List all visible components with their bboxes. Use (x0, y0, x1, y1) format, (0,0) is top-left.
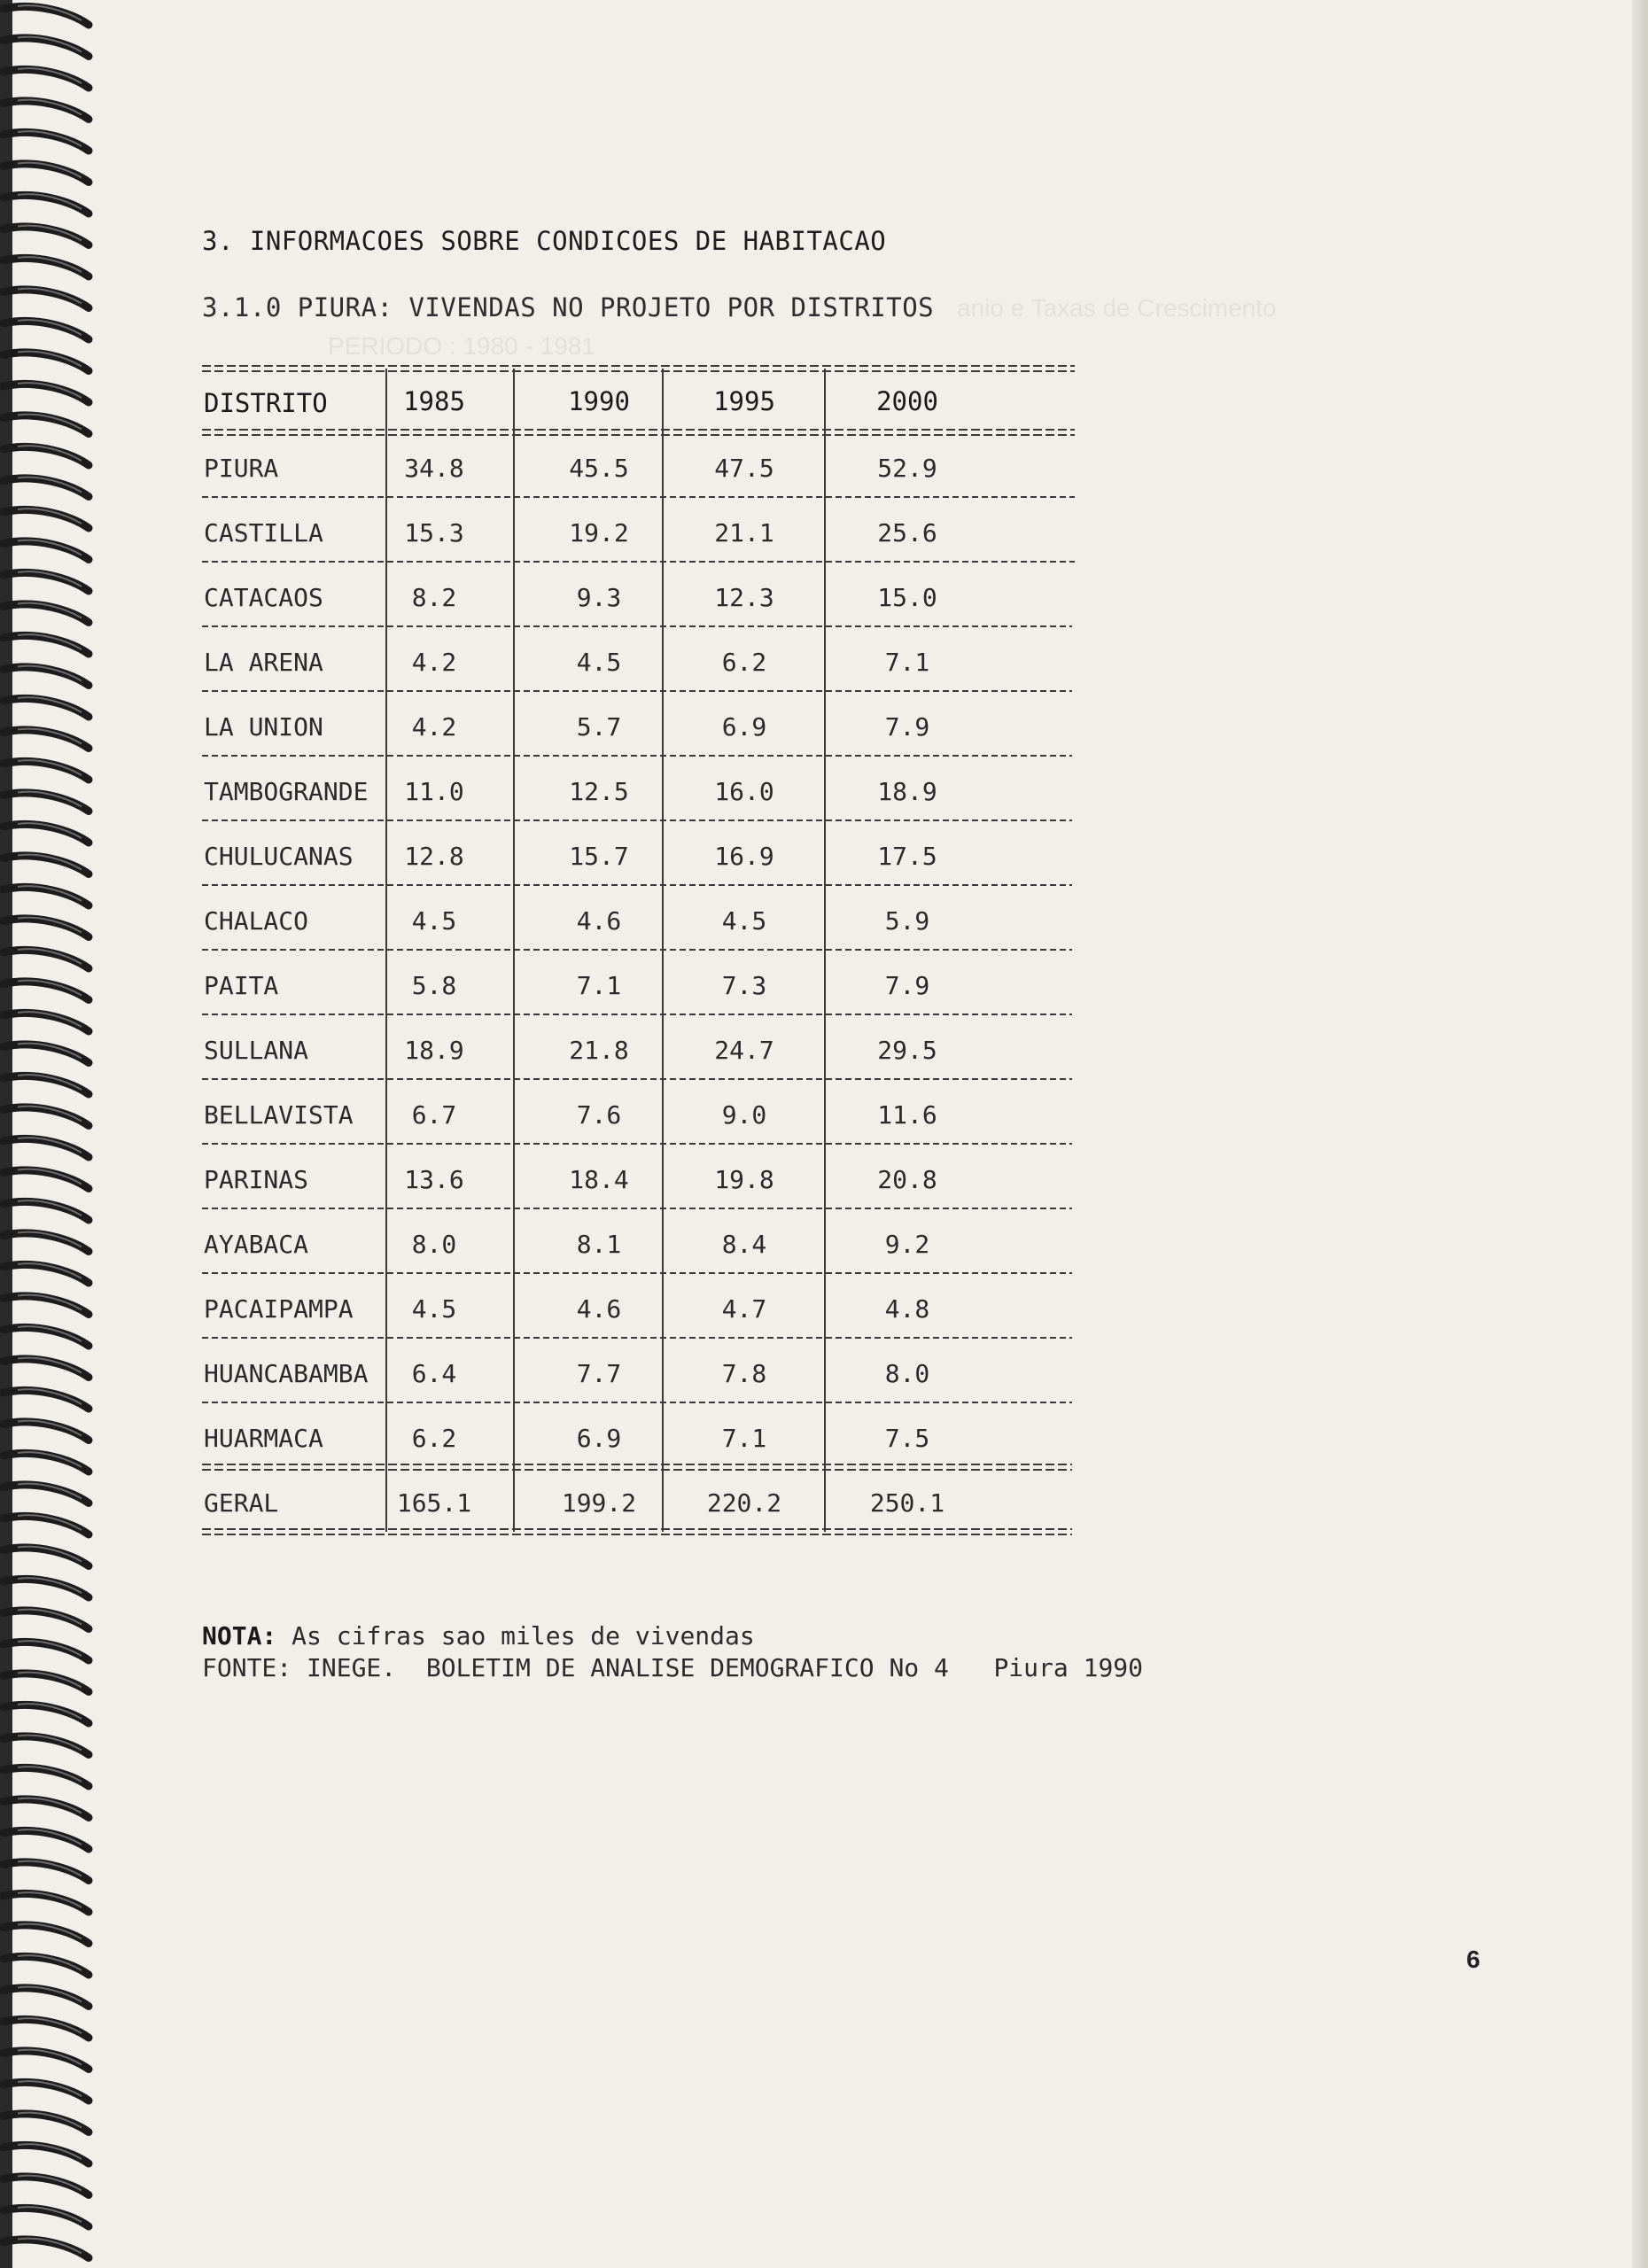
table-cell: 6.2 (721, 648, 767, 677)
spiral-coil (4, 2240, 89, 2258)
district-name: TAMBOGRANDE (204, 777, 369, 806)
spiral-coil (4, 1956, 89, 1975)
table-cell: 5.9 (884, 906, 930, 936)
spiral-coil (4, 1548, 89, 1566)
table-cell: 52.9 (877, 454, 937, 483)
note-text: As cifras sao miles de vivendas (276, 1621, 755, 1651)
spiral-coil (4, 195, 89, 214)
note-label: NOTA: (202, 1621, 277, 1651)
spiral-coil (4, 132, 89, 151)
table-cell: 45.5 (569, 454, 629, 483)
column-header: 1990 (568, 386, 630, 416)
spiral-coil (4, 2145, 89, 2163)
district-name: PACAIPAMPA (204, 1294, 354, 1324)
district-name: PIURA (204, 454, 279, 483)
column-header: 1985 (403, 386, 465, 416)
table-cell: 7.7 (576, 1359, 622, 1388)
spiral-coil (4, 2114, 89, 2132)
table-cell: 15.3 (404, 518, 464, 548)
spiral-coil (4, 698, 89, 717)
table-cell: 15.0 (877, 583, 937, 612)
table-cell: 16.0 (714, 777, 774, 806)
spiral-coil (4, 1359, 89, 1378)
table-cell: 8.0 (411, 1230, 457, 1259)
table-cell: 4.5 (411, 1294, 457, 1324)
spiral-coil (4, 1925, 89, 1944)
spiral-coil (4, 1485, 89, 1503)
spiral-coil (4, 1045, 89, 1063)
district-name: CHULUCANAS (204, 842, 354, 871)
table-cell: 6.9 (721, 712, 767, 742)
spiral-coil (4, 1988, 89, 2007)
table-cell: 20.8 (877, 1165, 937, 1194)
district-name: AYABACA (204, 1230, 309, 1259)
table-cell: 8.0 (884, 1359, 930, 1388)
district-name: PARINAS (204, 1165, 309, 1194)
spiral-coil (4, 541, 89, 560)
district-name: CHALACO (204, 906, 309, 936)
table-cell: 9.3 (576, 583, 622, 612)
spiral-coil (4, 1862, 89, 1881)
total-cell: 199.2 (561, 1488, 637, 1518)
table-cell: 6.4 (411, 1359, 457, 1388)
table-cell: 11.6 (877, 1100, 937, 1130)
table-cell: 4.2 (411, 712, 457, 742)
district-name: LA UNION (204, 712, 323, 742)
spiral-coil (4, 1579, 89, 1597)
spiral-coil (4, 1170, 89, 1189)
table-cell: 12.3 (714, 583, 774, 612)
spiral-coil (4, 321, 89, 339)
spiral-coil (4, 2051, 89, 2070)
district-name: SULLANA (204, 1036, 309, 1065)
spiral-coil (4, 730, 89, 749)
table-cell: 9.0 (721, 1100, 767, 1130)
table-cell: 4.8 (884, 1294, 930, 1324)
spiral-coil (4, 164, 89, 183)
table-cell: 7.3 (721, 971, 767, 1000)
spiral-coil (4, 416, 89, 434)
spiral-coil (4, 856, 89, 874)
spiral-coil (4, 38, 89, 57)
spiral-coil (4, 447, 89, 465)
table-cell: 34.8 (404, 454, 464, 483)
spiral-coil (4, 635, 89, 654)
table-cell: 8.1 (576, 1230, 622, 1259)
table-cell: 6.7 (411, 1100, 457, 1130)
spiral-coil (4, 1830, 89, 1849)
table-cell: 17.5 (877, 842, 937, 871)
spiral-coil (4, 1893, 89, 1912)
table-cell: 5.7 (576, 712, 622, 742)
table-cell: 6.2 (411, 1424, 457, 1453)
table-cell: 18.9 (877, 777, 937, 806)
spiral-coil (4, 1767, 89, 1786)
column-header: DISTRITO (204, 388, 328, 418)
table-cell: 7.9 (884, 971, 930, 1000)
spiral-coil (4, 572, 89, 591)
table-cell: 4.5 (721, 906, 767, 936)
table-cell: 18.4 (569, 1165, 629, 1194)
table-cell: 4.2 (411, 648, 457, 677)
spiral-coil (4, 1611, 89, 1629)
district-name: PAITA (204, 971, 279, 1000)
spiral-coil (4, 1516, 89, 1534)
spiral-coil (4, 982, 89, 1000)
table-cell: 6.9 (576, 1424, 622, 1453)
spiral-coil (4, 1642, 89, 1660)
spiral-coil (4, 887, 89, 905)
spiral-coil (4, 478, 89, 497)
table-cell: 19.8 (714, 1165, 774, 1194)
table-title: 3.1.0 PIURA: VIVENDAS NO PROJETO POR DISTRITOS (202, 292, 935, 322)
table-cell: 7.1 (576, 971, 622, 1000)
table-cell: 15.7 (569, 842, 629, 871)
district-name: HUANCABAMBA (204, 1359, 369, 1388)
table-cell: 12.5 (569, 777, 629, 806)
district-name: LA ARENA (204, 648, 323, 677)
table-cell: 4.6 (576, 906, 622, 936)
table-cell: 19.2 (569, 518, 629, 548)
spiral-coil (4, 6, 89, 25)
spiral-coil (4, 1264, 89, 1283)
spiral-coil (4, 1138, 89, 1157)
table-cell: 7.1 (884, 648, 930, 677)
page-edge (1632, 0, 1648, 2268)
spiral-coil (4, 2019, 89, 2038)
spiral-coil (4, 1799, 89, 1818)
spiral-coil (4, 604, 89, 623)
table-cell: 8.4 (721, 1230, 767, 1259)
column-header: 1995 (713, 386, 775, 416)
total-cell: 220.2 (706, 1488, 782, 1518)
table-cell: 29.5 (877, 1036, 937, 1065)
spiral-coil (4, 1390, 89, 1409)
table-cell: 7.8 (721, 1359, 767, 1388)
table-cell: 47.5 (714, 454, 774, 483)
housing-table (202, 361, 1088, 1549)
table-cell: 25.6 (877, 518, 937, 548)
spiral-coil (4, 353, 89, 371)
spiral-coil (4, 509, 89, 528)
spiral-coil (4, 1076, 89, 1094)
bleed-through-text: PERIODO : 1980 - 1981 (328, 332, 595, 360)
table-cell: 7.1 (721, 1424, 767, 1453)
spiral-coil (4, 1422, 89, 1441)
spiral-binding (0, 0, 106, 2268)
table-cell: 9.2 (884, 1230, 930, 1259)
spiral-coil (4, 1674, 89, 1692)
table-cell: 7.6 (576, 1100, 622, 1130)
table-cell: 4.5 (411, 906, 457, 936)
spiral-coil (4, 384, 89, 402)
spiral-coil (4, 919, 89, 937)
column-header: 2000 (876, 386, 938, 416)
spiral-coil (4, 761, 89, 780)
total-label: GERAL (204, 1488, 279, 1518)
spiral-coil (4, 1107, 89, 1126)
spiral-coil (4, 101, 89, 120)
spiral-coil (4, 950, 89, 968)
table-source: FONTE: INEGE. BOLETIM DE ANALISE DEMOGRAFICO No 4 Piura 1990 (202, 1653, 1144, 1682)
spiral-coil (4, 1296, 89, 1315)
section-title: 3. INFORMACOES SOBRE CONDICOES DE HABITACAO (202, 226, 887, 256)
spiral-coil (4, 1736, 89, 1755)
bleed-through-text: anio e Taxas de Crescimento (957, 294, 1277, 322)
table-cell: 16.9 (714, 842, 774, 871)
table-cell: 5.8 (411, 971, 457, 1000)
table-cell: 11.0 (404, 777, 464, 806)
spiral-coil (4, 1013, 89, 1031)
spiral-coil (4, 667, 89, 686)
total-cell: 250.1 (869, 1488, 945, 1518)
spiral-coil (4, 227, 89, 245)
spiral-coil (4, 258, 89, 276)
table-cell: 21.8 (569, 1036, 629, 1065)
page-number: 6 (1466, 1946, 1481, 1973)
table-note (202, 1621, 755, 1651)
district-name: BELLAVISTA (204, 1100, 354, 1130)
table-cell: 7.9 (884, 712, 930, 742)
table-cell: 18.9 (404, 1036, 464, 1065)
table-cell: 21.1 (714, 518, 774, 548)
table-cell: 12.8 (404, 842, 464, 871)
spiral-coil (4, 1327, 89, 1346)
district-name: CASTILLA (204, 518, 323, 548)
spiral-coil (4, 2177, 89, 2195)
table-cell: 4.7 (721, 1294, 767, 1324)
table-cell: 4.5 (576, 648, 622, 677)
spiral-coil (4, 1453, 89, 1472)
total-cell: 165.1 (396, 1488, 472, 1518)
spiral-coil (4, 290, 89, 308)
spiral-coil (4, 793, 89, 812)
district-name: CATACAOS (204, 583, 323, 612)
table-cell: 4.6 (576, 1294, 622, 1324)
district-name: HUARMACA (204, 1424, 323, 1453)
table-cell: 7.5 (884, 1424, 930, 1453)
spiral-coil (4, 824, 89, 843)
spiral-coil (4, 1705, 89, 1723)
spiral-coil (4, 69, 89, 88)
spiral-coil (4, 1201, 89, 1220)
table-cell: 8.2 (411, 583, 457, 612)
spiral-coil (4, 1233, 89, 1252)
table-cell: 13.6 (404, 1165, 464, 1194)
table-cell: 24.7 (714, 1036, 774, 1065)
spiral-coil (4, 2208, 89, 2226)
spiral-coil (4, 2082, 89, 2101)
